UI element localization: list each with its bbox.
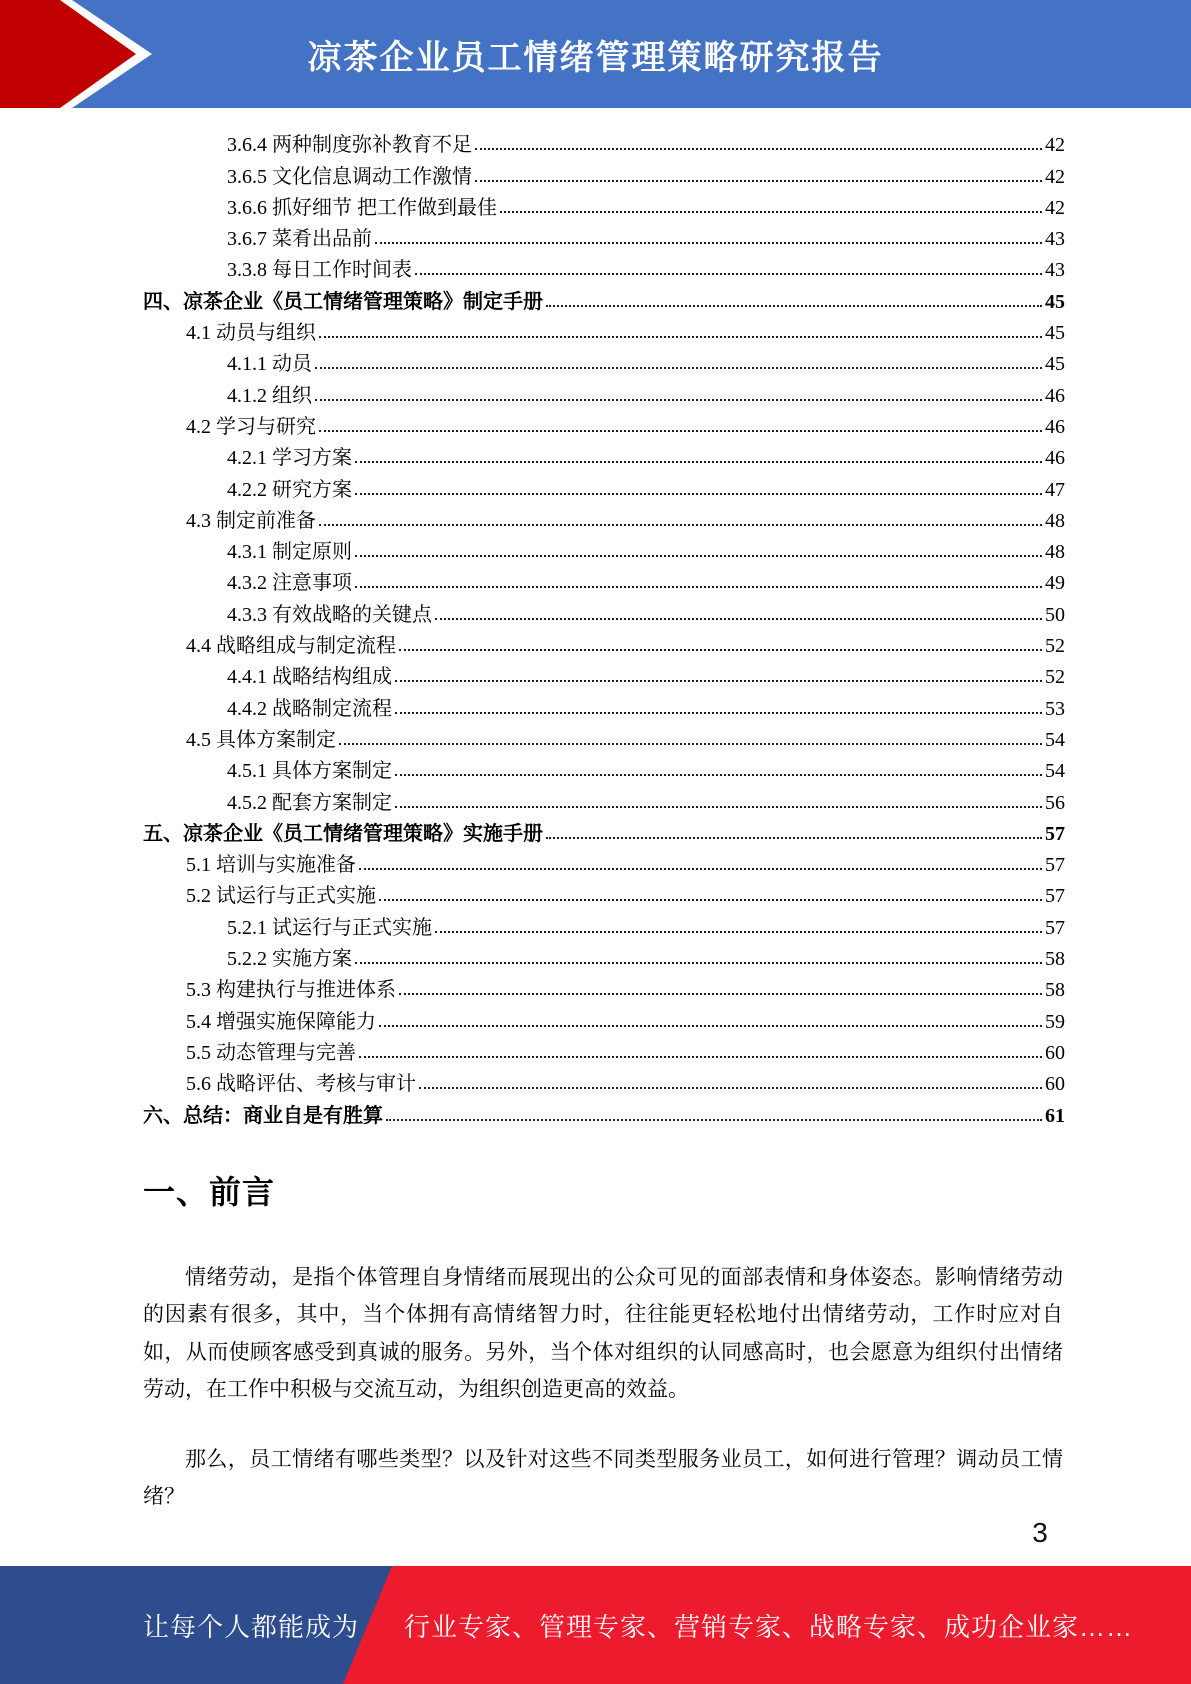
toc-dot-leader: [435, 931, 1042, 933]
toc-entry[interactable]: [143, 1097, 1065, 1128]
toc-entry[interactable]: [143, 377, 1065, 408]
toc-entry-label: 4.4.2 战略制定流程: [227, 697, 392, 720]
toc-page-number: 46: [1045, 384, 1065, 407]
toc-entry-label: 3.3.8 每日工作时间表: [227, 259, 412, 282]
toc-entry[interactable]: [143, 190, 1065, 221]
toc-entry[interactable]: [143, 503, 1065, 534]
toc-page-number: 45: [1045, 353, 1065, 376]
toc-entry[interactable]: [143, 534, 1065, 565]
toc-entry[interactable]: [143, 1035, 1065, 1066]
toc-entry[interactable]: [143, 722, 1065, 753]
toc-entry-label: 5.4 增强实施保障能力: [186, 1010, 376, 1033]
toc-page-number: 59: [1045, 1010, 1065, 1033]
toc-entry[interactable]: [143, 909, 1065, 940]
toc-dot-leader: [395, 712, 1042, 714]
toc-entry[interactable]: [143, 1066, 1065, 1097]
toc-dot-leader: [355, 555, 1042, 557]
toc-dot-leader: [339, 743, 1042, 745]
toc-entry-label: 5.2.1 试运行与正式实施: [227, 916, 432, 939]
toc-page-number: 42: [1045, 165, 1065, 188]
toc-entry[interactable]: [143, 753, 1065, 784]
toc-page-number: 54: [1045, 760, 1065, 783]
toc-dot-leader: [355, 461, 1042, 463]
header-bar: [0, 0, 1191, 108]
toc-entry-label: 5.6 战略评估、考核与审计: [186, 1073, 416, 1096]
toc-page-number: 58: [1045, 948, 1065, 971]
toc-page-number: 46: [1045, 447, 1065, 470]
toc-list: [143, 127, 1065, 1129]
toc-entry[interactable]: [143, 127, 1065, 158]
toc-entry-label: 5.2 试运行与正式实施: [186, 885, 376, 908]
toc-entry[interactable]: [143, 158, 1065, 189]
toc-dot-leader: [435, 618, 1042, 620]
toc-dot-leader: [395, 774, 1042, 776]
toc-entry-label: 3.6.6 抓好细节 把工作做到最佳: [227, 196, 497, 219]
toc-page-number: 56: [1045, 791, 1065, 814]
toc-entry[interactable]: [143, 941, 1065, 972]
toc-entry-label: 4.2.1 学习方案: [227, 447, 352, 470]
toc-dot-leader: [319, 430, 1042, 432]
toc-entry-label: 4.4.1 战略结构组成: [227, 666, 392, 689]
toc-dot-leader: [359, 868, 1042, 870]
toc-dot-leader: [399, 993, 1042, 995]
toc-entry-label: 5.1 培训与实施准备: [186, 854, 356, 877]
toc-dot-leader: [395, 806, 1042, 808]
toc-entry-label: 六、总结：商业自是有胜算: [143, 1104, 383, 1127]
toc-dot-leader: [475, 148, 1042, 150]
toc-page-number: 57: [1045, 854, 1065, 877]
toc-entry-label: 3.6.7 菜肴出品前: [227, 228, 372, 251]
section-heading: 一、前言: [143, 1174, 276, 1210]
toc-page-number: 57: [1045, 822, 1065, 845]
toc-entry-label: 4.3.2 注意事项: [227, 572, 352, 595]
toc-entry[interactable]: [143, 972, 1065, 1003]
toc-entry[interactable]: [143, 346, 1065, 377]
toc-entry[interactable]: [143, 690, 1065, 721]
toc-dot-leader: [355, 586, 1042, 588]
body-text: [143, 1259, 1063, 1516]
toc-entry[interactable]: [143, 659, 1065, 690]
toc-entry-label: 4.4 战略组成与制定流程: [186, 635, 396, 658]
footer-bar: [0, 1566, 1191, 1684]
toc-page-number: 43: [1045, 259, 1065, 282]
toc-entry[interactable]: [143, 252, 1065, 283]
toc-entry-label: 5.5 动态管理与完善: [186, 1041, 356, 1064]
toc-entry[interactable]: [143, 440, 1065, 471]
toc-entry-label: 四、凉茶企业《员工情绪管理策略》制定手册: [143, 290, 543, 313]
toc-entry[interactable]: [143, 628, 1065, 659]
toc-entry-label: 4.3.1 制定原则: [227, 541, 352, 564]
toc-entry-label: 4.5 具体方案制定: [186, 728, 336, 751]
toc-entry-label: 4.1 动员与组织: [186, 322, 316, 345]
toc-entry[interactable]: [143, 878, 1065, 909]
red-arrow-icon: [0, 0, 160, 108]
toc-page-number: 53: [1045, 697, 1065, 720]
toc-dot-leader: [475, 180, 1042, 182]
toc-entry-label: 4.5.1 具体方案制定: [227, 760, 392, 783]
toc-entry-label: 4.5.2 配套方案制定: [227, 791, 392, 814]
toc-page-number: 60: [1045, 1041, 1065, 1064]
toc-entry-label: 3.6.4 两种制度弥补教育不足: [227, 134, 472, 157]
page-number: 3: [1032, 1517, 1048, 1548]
toc-dot-leader: [359, 1056, 1042, 1058]
paragraph-2: 那么，员工情绪有哪些类型？以及针对这些不同类型服务业员工，如何进行管理？调动员工情绪？: [143, 1447, 1063, 1509]
toc-page-number: 43: [1045, 228, 1065, 251]
toc-page-number: 45: [1045, 290, 1065, 313]
toc-dot-leader: [355, 962, 1042, 964]
toc-entry[interactable]: [143, 816, 1065, 847]
toc-entry[interactable]: [143, 283, 1065, 314]
toc-page-number: 42: [1045, 134, 1065, 157]
toc-page-number: 52: [1045, 635, 1065, 658]
toc-page-number: 50: [1045, 603, 1065, 626]
toc-entry-label: 4.3 制定前准备: [186, 509, 316, 532]
toc-entry-label: 5.3 构建执行与推进体系: [186, 979, 396, 1002]
toc-entry-label: 五、凉茶企业《员工情绪管理策略》实施手册: [143, 822, 543, 845]
paragraph-1: 情绪劳动，是指个体管理自身情绪而展现出的公众可见的面部表情和身体姿态。影响情绪劳动的因素有很多，其中，当个体拥有高情绪智力时，往往能更轻松地付出情绪劳动，工作时应对自如，从而使顾客感受到真诚的服务。另外，当个体对组织的认同感高时，也会愿意为组织付出情绪劳动，在工作中积极与交流互动，为组织创造更高的效益。: [143, 1265, 1063, 1401]
toc-entry[interactable]: [143, 409, 1065, 440]
toc-entry-label: 4.1.2 组织: [227, 384, 312, 407]
toc-dot-leader: [355, 493, 1042, 495]
toc-entry-label: 4.2.2 研究方案: [227, 478, 352, 501]
toc-page-number: 57: [1045, 916, 1065, 939]
toc-page-number: 54: [1045, 728, 1065, 751]
toc-page-number: 48: [1045, 509, 1065, 532]
toc-entry-label: 5.2.2 实施方案: [227, 948, 352, 971]
toc-page-number: 52: [1045, 666, 1065, 689]
toc-dot-leader: [375, 242, 1042, 244]
toc-entry[interactable]: [143, 221, 1065, 252]
toc-page-number: 61: [1045, 1104, 1065, 1127]
toc-entry[interactable]: [143, 315, 1065, 346]
toc-page-number: 42: [1045, 196, 1065, 219]
toc-page-number: 47: [1045, 478, 1065, 501]
toc-entry[interactable]: [143, 847, 1065, 878]
toc-dot-leader: [415, 273, 1042, 275]
toc-entry[interactable]: [143, 471, 1065, 502]
report-title: 凉茶企业员工情绪管理策略研究报告: [307, 38, 884, 77]
toc-entry[interactable]: [143, 596, 1065, 627]
toc-dot-leader: [395, 680, 1042, 682]
toc-entry-label: 4.3.3 有效战略的关键点: [227, 603, 432, 626]
toc-page-number: 58: [1045, 979, 1065, 1002]
footer-slogan-left: 让每个人都能成为: [143, 1611, 360, 1642]
toc-dot-leader: [379, 899, 1042, 901]
toc-entry[interactable]: [143, 565, 1065, 596]
toc-entry-label: 4.1.1 动员: [227, 353, 312, 376]
toc-page-number: 60: [1045, 1073, 1065, 1096]
toc-dot-leader: [399, 649, 1042, 651]
toc-page-number: 48: [1045, 541, 1065, 564]
toc-page-number: 49: [1045, 572, 1065, 595]
toc-entry[interactable]: [143, 1003, 1065, 1034]
toc-entry-label: 4.2 学习与研究: [186, 415, 316, 438]
toc-dot-leader: [379, 1025, 1042, 1027]
toc-dot-leader: [315, 399, 1042, 401]
toc-page-number: 45: [1045, 322, 1065, 345]
toc-dot-leader: [315, 367, 1042, 369]
toc-dot-leader: [386, 1119, 1042, 1121]
footer-slogan-right: 行业专家、管理专家、营销专家、战略专家、成功企业家……: [404, 1611, 1134, 1642]
toc-page-number: 57: [1045, 885, 1065, 908]
toc-dot-leader: [319, 524, 1042, 526]
toc-dot-leader: [500, 211, 1042, 213]
toc-dot-leader: [419, 1087, 1042, 1089]
toc-entry-label: 3.6.5 文化信息调动工作激情: [227, 165, 472, 188]
toc-dot-leader: [546, 305, 1042, 307]
toc-dot-leader: [546, 837, 1042, 839]
toc-page-number: 46: [1045, 415, 1065, 438]
toc-entry[interactable]: [143, 784, 1065, 815]
toc-dot-leader: [319, 336, 1042, 338]
